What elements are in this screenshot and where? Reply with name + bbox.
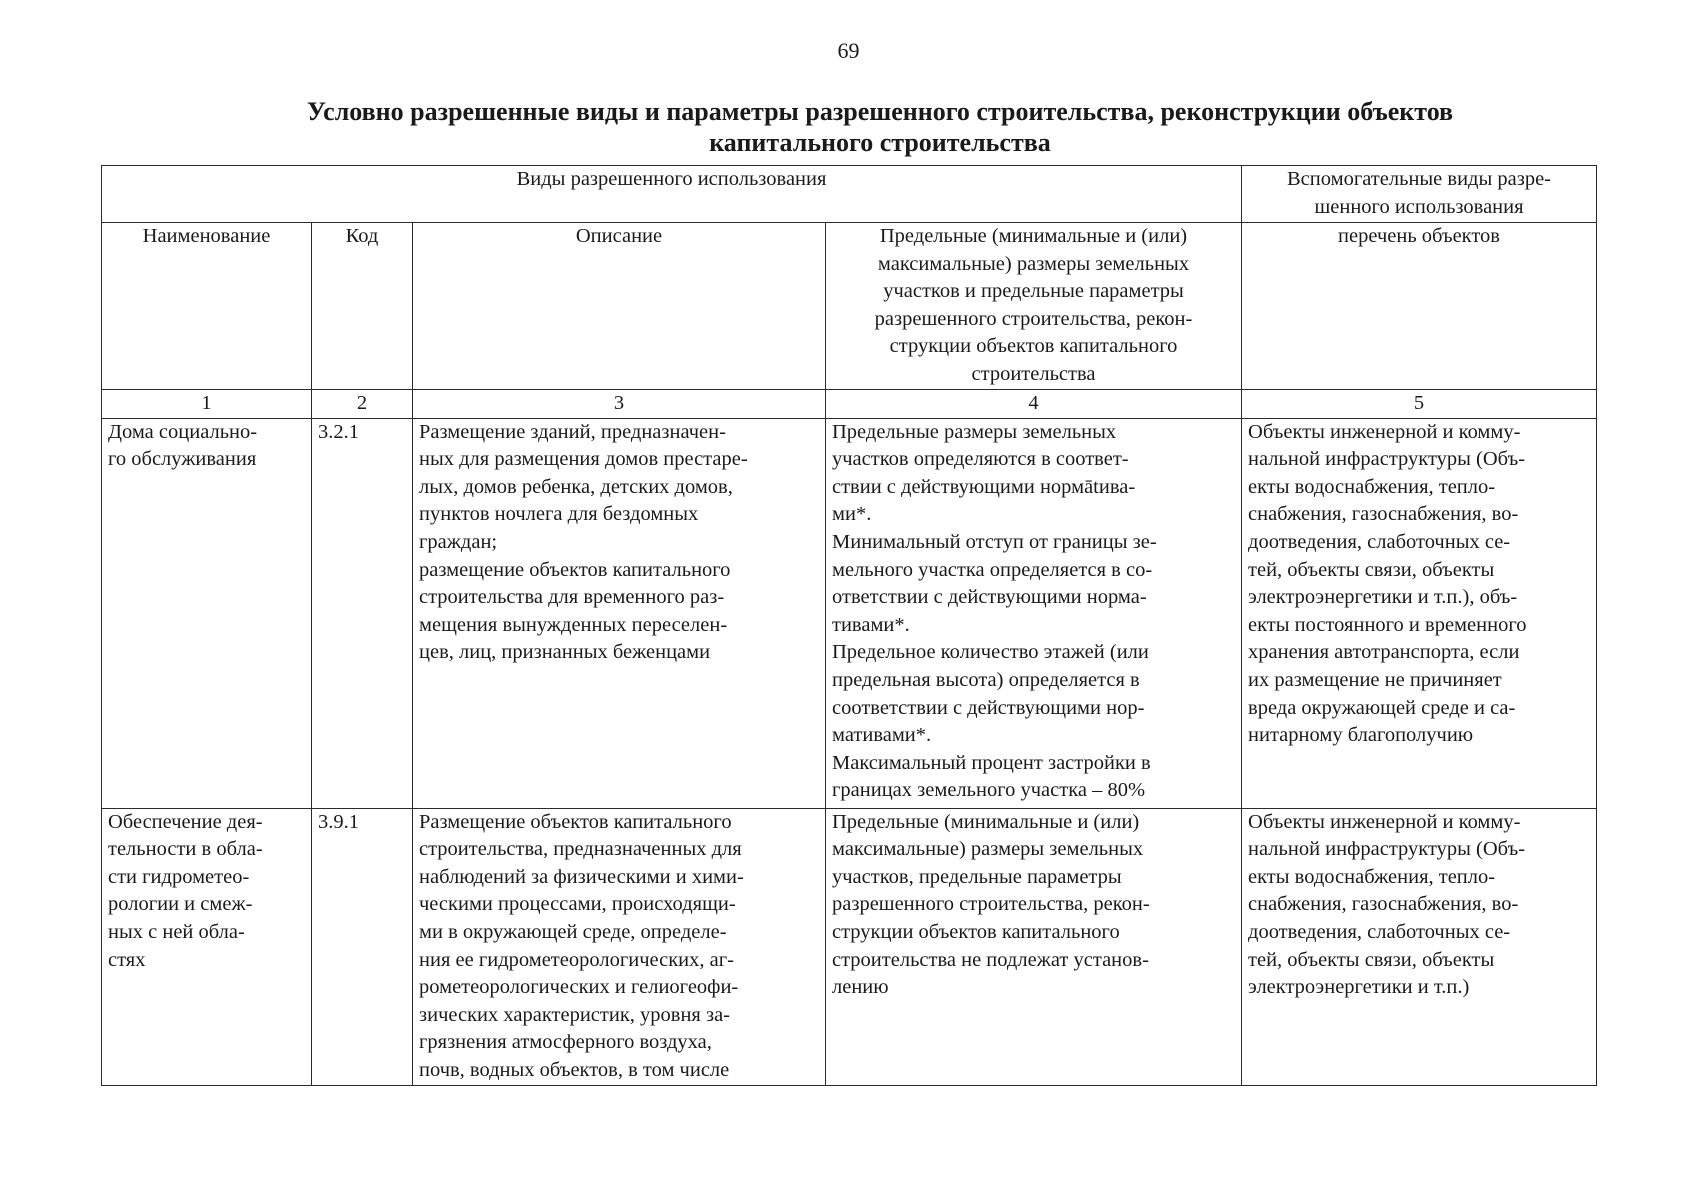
text-line: ствии с действующими нормātива-	[832, 475, 1136, 498]
column-number: 2	[312, 389, 413, 418]
text-line: почв, водных объектов, в том числе	[419, 1058, 730, 1081]
cell-limits	[826, 808, 1242, 1085]
text-line: предельная высота) определяется в	[832, 668, 1140, 691]
column-header-limits	[826, 223, 1242, 390]
text-line: Предельные (минимальные и (или)	[879, 225, 1188, 247]
text-line: электроэнергетики и т.п.), объ-	[1248, 586, 1518, 609]
text-line: Максимальный процент застройки в	[832, 751, 1151, 774]
column-header-aux: перечень объектов	[1242, 223, 1597, 390]
text-line: мативами*.	[832, 724, 932, 747]
text-line: рометеорологических и гелиогеофи-	[419, 976, 739, 999]
text-line: доотведения, слаботочных се-	[1248, 920, 1511, 943]
column-header-description: Описание	[413, 223, 826, 390]
page-title-line-2: капитального строительства	[709, 128, 1051, 157]
text-line: соответствии с действующими нор-	[832, 696, 1145, 719]
text-line: их размещение не причиняет	[1248, 668, 1502, 691]
text-line: екты водоснабжения, тепло-	[1248, 865, 1496, 888]
group-header-row	[102, 166, 1597, 223]
text-line: нальной инфраструктуры (Объ-	[1248, 448, 1526, 471]
text-line: тивами*.	[832, 613, 910, 636]
text-line: Предельное количество этажей (или	[832, 641, 1149, 664]
text-line: Минимальный отступ от границы зе-	[832, 530, 1157, 553]
text-line: нитарному благополучию	[1248, 724, 1474, 747]
text-line: пунктов ночлега для бездомных	[419, 503, 699, 526]
column-header-name: Наименование	[102, 223, 312, 390]
text-line: ных с ней обла-	[108, 920, 245, 943]
text-line: участков определяются в соответ-	[832, 448, 1129, 471]
text-line: тей, объекты связи, объекты	[1248, 948, 1495, 971]
text-line: электроэнергетики и т.п.)	[1248, 976, 1470, 999]
text-line: мельного участка определяется в со-	[832, 558, 1153, 581]
text-line: го обслуживания	[108, 448, 257, 471]
text-line: нальной инфраструктуры (Объ-	[1248, 838, 1526, 861]
cell-code: 3.9.1	[312, 808, 413, 1085]
group-header-aux-line: Вспомогательные виды разре-	[1287, 168, 1552, 190]
cell-description	[413, 418, 826, 808]
text-line: ми в окружающей среде, определе-	[419, 920, 727, 943]
text-line: разрешенного строительства, рекон-	[832, 893, 1150, 916]
text-line: тей, объекты связи, объекты	[1248, 558, 1495, 581]
text-line: строительства, предназначенных для	[419, 838, 742, 861]
text-line: границах земельного участка – 80%	[832, 779, 1146, 802]
column-number: 1	[102, 389, 312, 418]
cell-aux	[1242, 808, 1597, 1085]
text-line: Предельные размеры земельных	[832, 420, 1117, 443]
column-number: 4	[826, 389, 1242, 418]
text-line: екты постоянного и временного	[1248, 613, 1527, 636]
group-header-aux-line: шенного использования	[1314, 195, 1524, 218]
text-line: размещение объектов капитального	[419, 558, 731, 581]
text-line: разрешенного строительства, рекон-	[874, 307, 1193, 330]
text-line: участков и предельные параметры	[883, 280, 1184, 303]
text-line: зических характеристик, уровня за-	[419, 1003, 731, 1026]
text-line: Размещение объектов капитального	[419, 810, 732, 833]
text-line: граждан;	[419, 530, 498, 553]
text-line: сти гидрометео-	[108, 865, 250, 888]
text-line: Обеспечение дея-	[108, 810, 263, 833]
text-line: наблюдений за физическими и хими-	[419, 865, 744, 888]
cell-code: 3.2.1	[312, 418, 413, 808]
cell-aux	[1242, 418, 1597, 808]
text-line: снабжения, газоснабжения, во-	[1248, 893, 1519, 916]
text-line: Предельные (минимальные и (или)	[832, 810, 1140, 833]
cell-limits	[826, 418, 1242, 808]
text-line: участков, предельные параметры	[832, 865, 1122, 888]
text-line: ных для размещения домов престаре-	[419, 448, 748, 471]
text-line: рологии и смеж-	[108, 893, 253, 916]
cell-name	[102, 808, 312, 1085]
text-line: Объекты инженерной и комму-	[1248, 810, 1521, 833]
text-line: доотведения, слаботочных се-	[1248, 530, 1511, 553]
cell-description	[413, 808, 826, 1085]
text-line: Дома социально-	[108, 420, 258, 443]
text-line: снабжения, газоснабжения, во-	[1248, 503, 1519, 526]
page-title	[180, 96, 1580, 158]
text-line: ми*.	[832, 503, 872, 526]
text-line: грязнения атмосферного воздуха,	[419, 1031, 712, 1054]
text-line: максимальные) размеры земельных	[877, 252, 1190, 275]
column-number: 5	[1242, 389, 1597, 418]
text-line: струкции объектов капитального	[889, 335, 1178, 358]
text-line: хранения автотранспорта, если	[1248, 641, 1520, 664]
text-line: цев, лиц, признанных беженцами	[419, 641, 711, 664]
page-number: 69	[837, 38, 860, 63]
text-line: вреда окружающей среде и са-	[1248, 696, 1516, 719]
table-row	[102, 418, 1597, 808]
column-number-row	[102, 389, 1597, 418]
column-number: 3	[413, 389, 826, 418]
text-line: ния ее гидрометеорологических, аг-	[419, 948, 734, 971]
text-line: строительства не подлежат установ-	[832, 948, 1149, 971]
text-line: струкции объектов капитального	[832, 920, 1120, 943]
group-header-aux	[1242, 166, 1597, 223]
permitted-use-table	[101, 165, 1597, 1086]
text-line: стях	[108, 948, 146, 971]
text-line: ческими процессами, происходящи-	[419, 893, 736, 916]
text-line: лению	[832, 976, 889, 999]
group-header-main: Виды разрешенного использования	[102, 166, 1242, 223]
text-line: строительства	[971, 362, 1096, 385]
cell-name	[102, 418, 312, 808]
text-line: ответствии с действующими норма-	[832, 586, 1147, 609]
column-header-row	[102, 223, 1597, 390]
column-header-code: Код	[312, 223, 413, 390]
text-line: строительства для временного раз-	[419, 586, 725, 609]
text-line: мещения вынужденных переселен-	[419, 613, 728, 636]
table-row	[102, 808, 1597, 1085]
text-line: лых, домов ребенка, детских домов,	[419, 475, 733, 498]
text-line: екты водоснабжения, тепло-	[1248, 475, 1496, 498]
text-line: Размещение зданий, предназначен-	[419, 420, 726, 443]
text-line: Объекты инженерной и комму-	[1248, 420, 1521, 443]
text-line: максимальные) размеры земельных	[832, 838, 1144, 861]
text-line: тельности в обла-	[108, 838, 263, 861]
page-title-line-1: Условно разрешенные виды и параметры разрешенного строительства, реконструкции объектов	[306, 97, 1454, 126]
